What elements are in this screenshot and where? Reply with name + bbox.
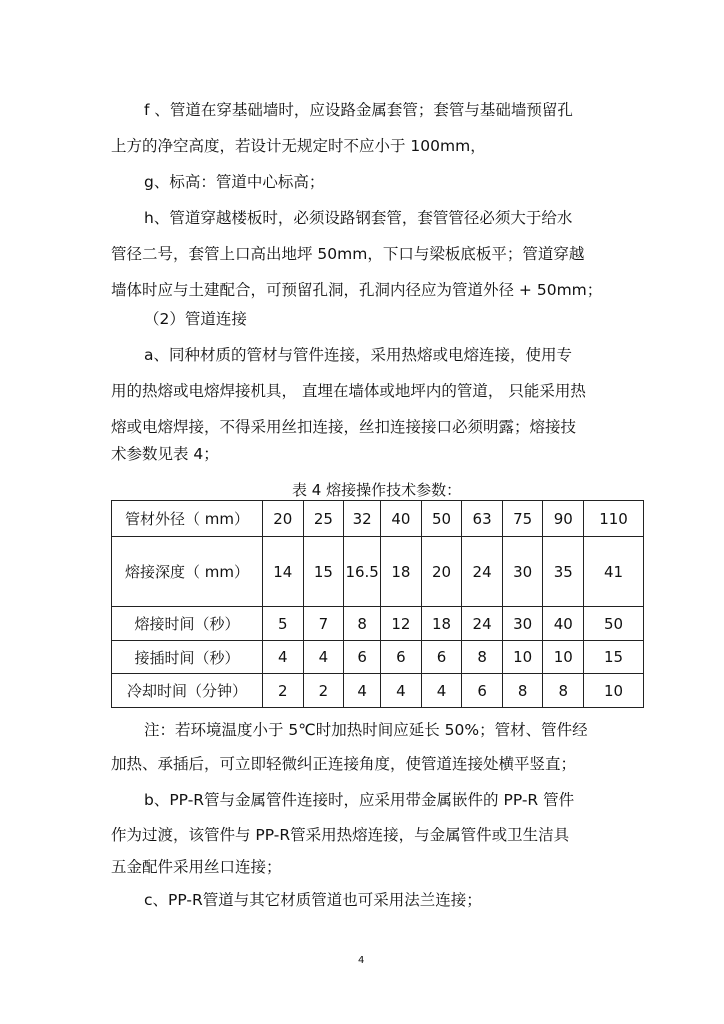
table-cell: 30 bbox=[502, 537, 543, 607]
table-cell: 4 bbox=[421, 674, 462, 708]
table-cell: 25 bbox=[303, 501, 344, 537]
row-label: 管材外径（ mm） bbox=[112, 501, 263, 537]
paragraph-c: c、PP-R管道与其它材质管道也可采用法兰连接； bbox=[144, 891, 482, 909]
paragraph-b-line2: 作为过渡，该管件与 PP-R管采用热熔连接，与金属管件或卫生洁具 bbox=[111, 826, 570, 844]
table-cell: 2 bbox=[263, 674, 304, 708]
table-cell: 8 bbox=[344, 607, 381, 641]
table-caption: 表 4 熔接操作技术参数： bbox=[292, 481, 462, 499]
paragraph-f-line2: 上方的净空高度，若设计无规定时不应小于 100mm， bbox=[111, 137, 486, 155]
table-cell: 50 bbox=[584, 607, 644, 641]
row-label: 接插时间（秒） bbox=[112, 641, 263, 674]
table-cell: 4 bbox=[263, 641, 304, 674]
table-cell: 10 bbox=[502, 641, 543, 674]
table-cell: 15 bbox=[584, 641, 644, 674]
table-cell: 110 bbox=[584, 501, 644, 537]
page-number: 4 bbox=[358, 955, 365, 966]
paragraph-b-line3: 五金配件采用丝口连接； bbox=[111, 858, 282, 876]
note-line1: 注：若环境温度小于 5℃时加热时间应延长 50%；管材、管件经 bbox=[144, 721, 588, 739]
paragraph-h-line1: h、管道穿越楼板时，必须设路钢套管，套管管径必须大于给水 bbox=[144, 209, 573, 227]
table-cell: 7 bbox=[303, 607, 344, 641]
table-cell: 75 bbox=[502, 501, 543, 537]
table-cell: 20 bbox=[421, 537, 462, 607]
section-heading-pipe-connection: （2）管道连接 bbox=[144, 310, 247, 328]
table-cell: 14 bbox=[263, 537, 304, 607]
table-cell: 6 bbox=[462, 674, 503, 708]
paragraph-a-line2: 用的热熔或电熔焊接机具， 直埋在墙体或地坪内的管道， 只能采用热 bbox=[111, 382, 586, 400]
table-cell: 15 bbox=[303, 537, 344, 607]
fusion-parameters-table bbox=[111, 500, 644, 708]
table-cell: 16.5 bbox=[344, 537, 381, 607]
table-cell: 32 bbox=[344, 501, 381, 537]
row-label: 冷却时间（分钟） bbox=[112, 674, 263, 708]
table-row bbox=[112, 537, 644, 607]
table-cell: 18 bbox=[381, 537, 422, 607]
table-cell: 41 bbox=[584, 537, 644, 607]
paragraph-f-line1: f 、管道在穿基础墙时，应设路金属套管；套管与基础墙预留孔 bbox=[144, 101, 573, 119]
table-cell: 4 bbox=[303, 641, 344, 674]
table-cell: 4 bbox=[344, 674, 381, 708]
paragraph-b-line1: b、PP-R管与金属管件连接时，应采用带金属嵌件的 PP-R 管件 bbox=[144, 791, 575, 809]
table-cell: 2 bbox=[303, 674, 344, 708]
table-cell: 10 bbox=[584, 674, 644, 708]
row-label: 熔接深度（ mm） bbox=[112, 537, 263, 607]
paragraph-a-line1: a、同种材质的管材与管件连接，采用热熔或电熔连接，使用专 bbox=[144, 346, 573, 364]
table-row bbox=[112, 641, 644, 674]
paragraph-g: g、标高：管道中心标高； bbox=[144, 173, 325, 191]
table-cell: 8 bbox=[502, 674, 543, 708]
paragraph-h-line2: 管径二号，套管上口高出地坪 50mm，下口与梁板底板平；管道穿越 bbox=[111, 245, 585, 263]
table-cell: 8 bbox=[462, 641, 503, 674]
table-row bbox=[112, 674, 644, 708]
table-cell: 63 bbox=[462, 501, 503, 537]
paragraph-a-line4: 术参数见表 4； bbox=[111, 445, 219, 463]
table-cell: 4 bbox=[381, 674, 422, 708]
table-cell: 6 bbox=[421, 641, 462, 674]
note-line2: 加热、承插后，可立即轻微纠正连接角度，使管道连接处横平竖直； bbox=[111, 755, 577, 773]
table-cell: 50 bbox=[421, 501, 462, 537]
table-cell: 6 bbox=[381, 641, 422, 674]
table-cell: 20 bbox=[263, 501, 304, 537]
paragraph-a-line3: 熔或电熔焊接，不得采用丝扣连接，丝扣连接接口必须明露；熔接技 bbox=[111, 418, 577, 436]
table-cell: 18 bbox=[421, 607, 462, 641]
table-cell: 40 bbox=[543, 607, 584, 641]
paragraph-h-line3: 墙体时应与土建配合，可预留孔洞，孔洞内径应为管道外径 + 50mm； bbox=[111, 281, 603, 299]
table-cell: 35 bbox=[543, 537, 584, 607]
table-cell: 12 bbox=[381, 607, 422, 641]
table-cell: 30 bbox=[502, 607, 543, 641]
table-cell: 90 bbox=[543, 501, 584, 537]
table-cell: 24 bbox=[462, 537, 503, 607]
table-cell: 40 bbox=[381, 501, 422, 537]
table-cell: 10 bbox=[543, 641, 584, 674]
table-cell: 8 bbox=[543, 674, 584, 708]
table-cell: 24 bbox=[462, 607, 503, 641]
table-cell: 5 bbox=[263, 607, 304, 641]
table-row bbox=[112, 607, 644, 641]
row-label: 熔接时间（秒） bbox=[112, 607, 263, 641]
table-row bbox=[112, 501, 644, 537]
table-cell: 6 bbox=[344, 641, 381, 674]
